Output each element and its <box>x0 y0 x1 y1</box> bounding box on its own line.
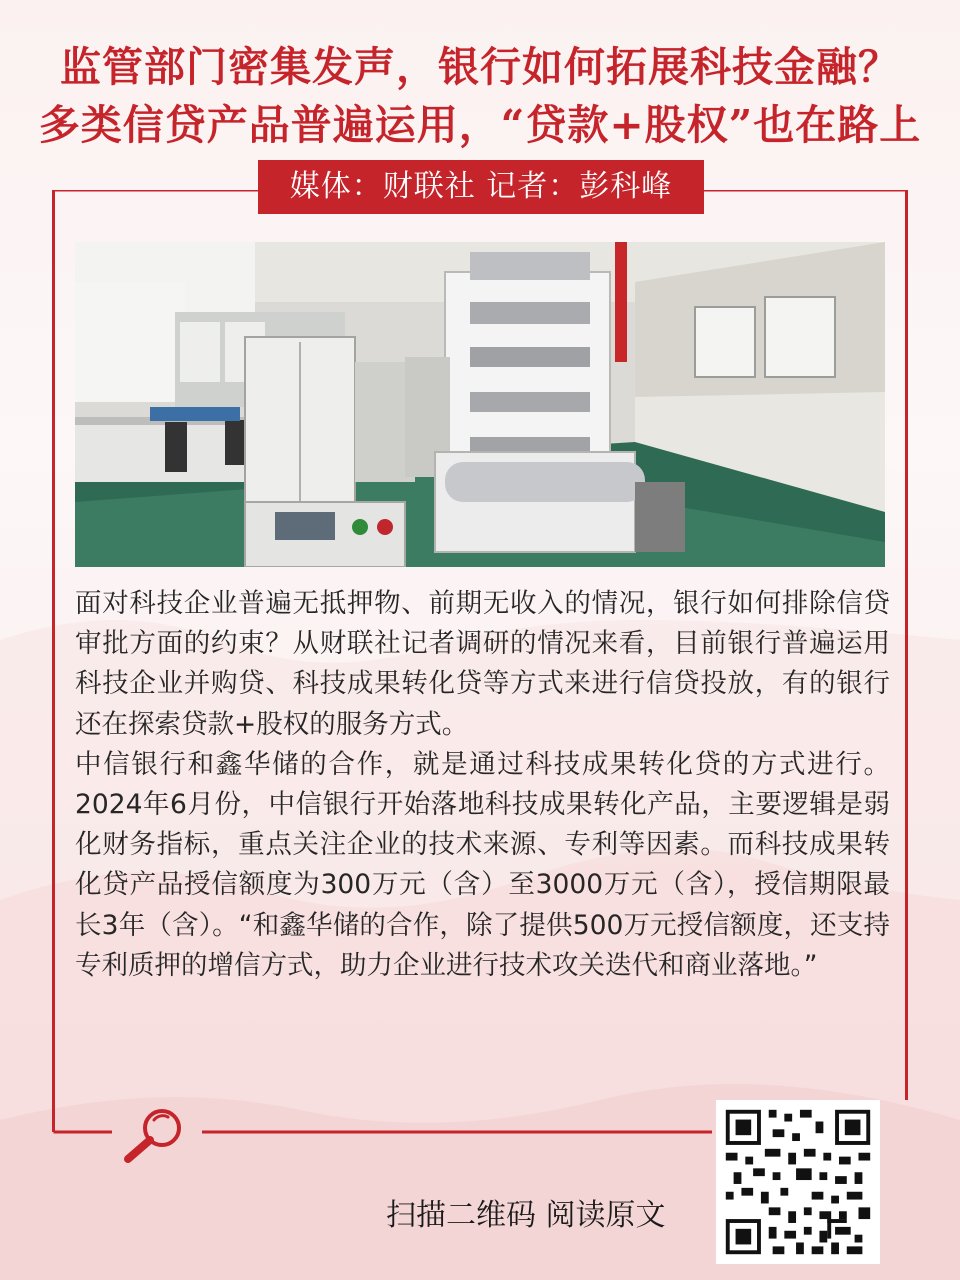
headline-line-2: 多类信贷产品普遍运用，“贷款+股权”也在路上 <box>38 101 922 149</box>
byline-label: 媒体：财联社 记者：彭科峰 <box>258 160 704 214</box>
magnifier-icon <box>118 1105 190 1163</box>
article-body <box>75 584 890 986</box>
scan-qr-caption: 扫描二维码 阅读原文 <box>386 1198 666 1233</box>
factory-machinery-photo <box>75 242 885 567</box>
article-paragraph: 中信银行和鑫华储的合作，就是通过科技成果转化贷的方式进行。2024年6月份，中信银行开始落地科技成果转化产品，主要逻辑是弱化财务指标，重点关注企业的技术来源、专利等因素。而科技成果转化贷产品授信额度为300万元（含）至3000万元（含），授信期限最长3年（含）。“和鑫华储的合作，除了提供500万元授信额度，还支持专利质押的增信方式，助力企业进行技术攻关迭代和商业落地。” <box>75 748 890 981</box>
article-paragraph: 面对科技企业普遍无抵押物、前期无收入的情况，银行如何排除信贷审批方面的约束？从财联社记者调研的情况来看，目前银行普遍运用科技企业并购贷、科技成果转化贷等方式来进行信贷投放，有的银行还在探索贷款+股权的服务方式。 <box>75 588 890 740</box>
qr-code[interactable] <box>718 1102 878 1262</box>
headline-line-1: 监管部门密集发声，银行如何拓展科技金融？ <box>60 43 900 91</box>
